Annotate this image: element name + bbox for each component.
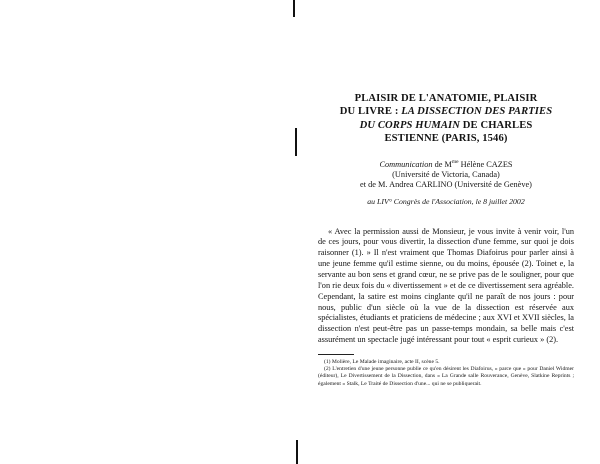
author-1-name: Hélène CAZES <box>458 159 513 169</box>
author-2: et de M. Andrea CARLINO (Université de Genève) <box>360 180 532 190</box>
author-1-affiliation: (Université de Victoria, Canada) <box>392 169 500 179</box>
article-authors <box>318 157 574 191</box>
footnotes <box>318 359 574 388</box>
footnote-2: (2) L'entretien d'une jeune personne publie ce qu'en désirent les Diafoirus, « parce que » pour Daniel Widmer (éditeur), Le Divertissement de la Dissection, dans « La Grande salle Rouverance, Genève, Slatkine Reprints ; également » Stalk, Le Traité de Dissection d'une... qui ne se publiquerait. <box>318 366 574 387</box>
body-paragraph: « Avec la permission aussi de Monsieur, je vous invite à venir voir, l'un de ces jours, pour vous divertir, la dissection d'une femme, sur quoi je dois raisonner (1). » Il n'est vraiment que Thomas Diafoirus pour parler ainsi à une jeune femme qu'il estime sienne, ou du moins, épousée (2). Toinet e, la servante au bon sens et grand cœur, ne se prive pas de le souligner, pour que l'on rie deux fois du « divertissement » et de ce divertissement sera agréable. Cependant, la satire est moins cinglante qu'il ne paraît de nos jours : pour nous, public d'un siècle où la vue de la dissection est réservée aux spécialistes, étudiants et praticiens de médecine ; aux XVI et XVII siècles, la dissection n'est peut-être pas un passe-temps mondain, sa belle mais c'est assurément un spectacle jugé intéressant pour tout « esprit curieux » (2). <box>318 226 574 345</box>
authors-communication-label: Communication <box>379 159 433 169</box>
page-gutter-edge-middle <box>295 128 297 156</box>
title-line-3a: DU CORPS HUMAIN <box>359 119 461 131</box>
title-line-1: PLAISIR DE L'ANATOMIE, PLAISIR <box>354 93 538 104</box>
authors-honorific: de M <box>432 159 452 169</box>
title-line-2b: LA DISSECTION DES PARTIES <box>401 106 553 118</box>
congress-session: au LIV° Congrès de l'Association, le 8 juillet 2002 <box>367 196 525 206</box>
footnote-1: (1) Molière, Le Malade imaginaire, acte II, scène 5. <box>324 358 440 365</box>
article-title <box>318 92 574 146</box>
title-line-3b: DE CHARLES <box>460 119 533 131</box>
article-page <box>318 92 574 388</box>
authors-honorific-sup: me <box>451 158 459 165</box>
page-gutter-edge-bottom <box>296 440 298 464</box>
page-gutter-edge-top <box>293 0 295 17</box>
article-body <box>318 227 574 346</box>
footnote-rule <box>318 354 354 355</box>
title-line-2a: DU LIVRE : <box>339 106 402 118</box>
title-line-4: ESTIENNE (PARIS, 1546) <box>384 133 508 145</box>
